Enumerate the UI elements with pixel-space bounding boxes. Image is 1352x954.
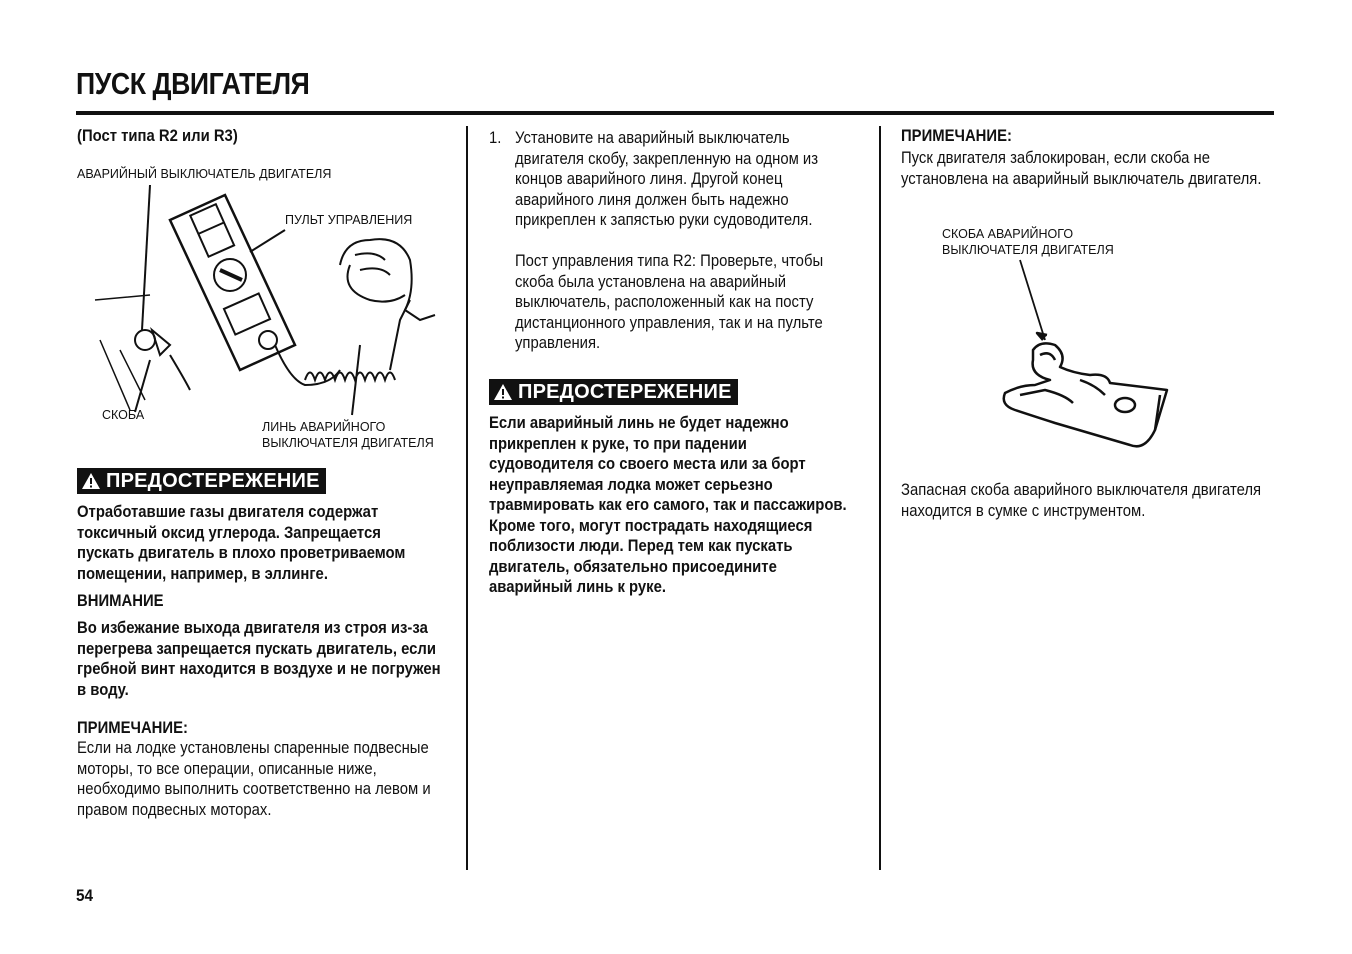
page-title: ПУСК ДВИГАТЕЛЯ [76, 66, 310, 101]
label-clip: СКОБА [102, 408, 145, 422]
page-number: 54 [76, 886, 94, 905]
warning-badge-label: ПРЕДОСТЕРЕЖЕНИЕ [518, 380, 732, 403]
warning-badge-exhaust [77, 468, 326, 495]
label-control-panel: ПУЛЬТ УПРАВЛЕНИЯ [285, 213, 413, 227]
col1-subtitle: (Пост типа R2 или R3) [77, 127, 238, 145]
note-title-col3: ПРИМЕЧАНИЕ: [901, 127, 1012, 145]
spare-clip-illustration [995, 255, 1175, 460]
column-divider-right [879, 126, 881, 870]
note-title-col1: ПРИМЕЧАНИЕ: [77, 719, 188, 737]
note-text-col1: Если на лодке установлены спаренные подвесные моторы, то все операции, описанные ниже, необходимо выполнить соответственно на левом и правом подвесных моторах. [77, 739, 431, 819]
label-lanyard-1: ЛИНЬ АВАРИЙНОГО [262, 420, 386, 434]
figure-caption-kill-switch: АВАРИЙНЫЙ ВЫКЛЮЧАТЕЛЬ ДВИГАТЕЛЯ [77, 167, 332, 181]
warning-triangle-icon [493, 383, 513, 401]
attention-text: Во избежание выхода двигателя из строя из-за перегрева запрещается пускать двигатель, если гребной винт находится в воздухе и не погружен в воду. [77, 619, 441, 699]
warning-triangle-icon [81, 472, 101, 490]
column-divider-left [466, 126, 468, 870]
step-text-1: Установите на аварийный выключатель двигателя скобу, закрепленную на одном из концов аварийного линя. Другой конец аварийного линя должен быть надежно прикреплен к запястью руки судоводителя. [515, 129, 819, 229]
step-text-2: Пост управления типа R2: Проверьте, чтобы скоба была установлена на аварийный выключатель, расположенный как на посту дистанционного управления, так и на пульте управления. [515, 252, 824, 352]
label-spare-clip-1: СКОБА АВАРИЙНОГО [942, 227, 1074, 241]
step-number: 1. [489, 129, 502, 147]
spare-clip-text: Запасная скоба аварийного выключателя двигателя находится в сумке с инструментом. [901, 481, 1262, 520]
warning-text-lanyard: Если аварийный линь не будет надежно прикреплен к руке, то при падении судоводителя со своего места или за борт неуправляемая лодка может серьезно травмировать как его самого, так и пассажиров. Кроме того, могут пострадать находящиеся поблизости люди. Перед тем как пускать двигатель, обязательно присоедините аварийный линь к руке. [489, 414, 847, 596]
warning-badge-lanyard [489, 379, 738, 406]
note-text-col3: Пуск двигателя заблокирован, если скоба не установлена на аварийный выключатель двигателя. [901, 149, 1262, 188]
warning-text-exhaust: Отработавшие газы двигателя содержат токсичный оксид углерода. Запрещается пускать двигатель в плохо проветриваемом помещении, например, в эллинге. [77, 503, 406, 583]
label-spare-clip-2: ВЫКЛЮЧАТЕЛЯ ДВИГАТЕЛЯ [942, 243, 1114, 257]
warning-badge-label: ПРЕДОСТЕРЕЖЕНИЕ [106, 469, 320, 492]
title-rule [76, 111, 1274, 115]
label-lanyard-2: ВЫКЛЮЧАТЕЛЯ ДВИГАТЕЛЯ [262, 436, 434, 450]
attention-title: ВНИМАНИЕ [77, 592, 164, 610]
